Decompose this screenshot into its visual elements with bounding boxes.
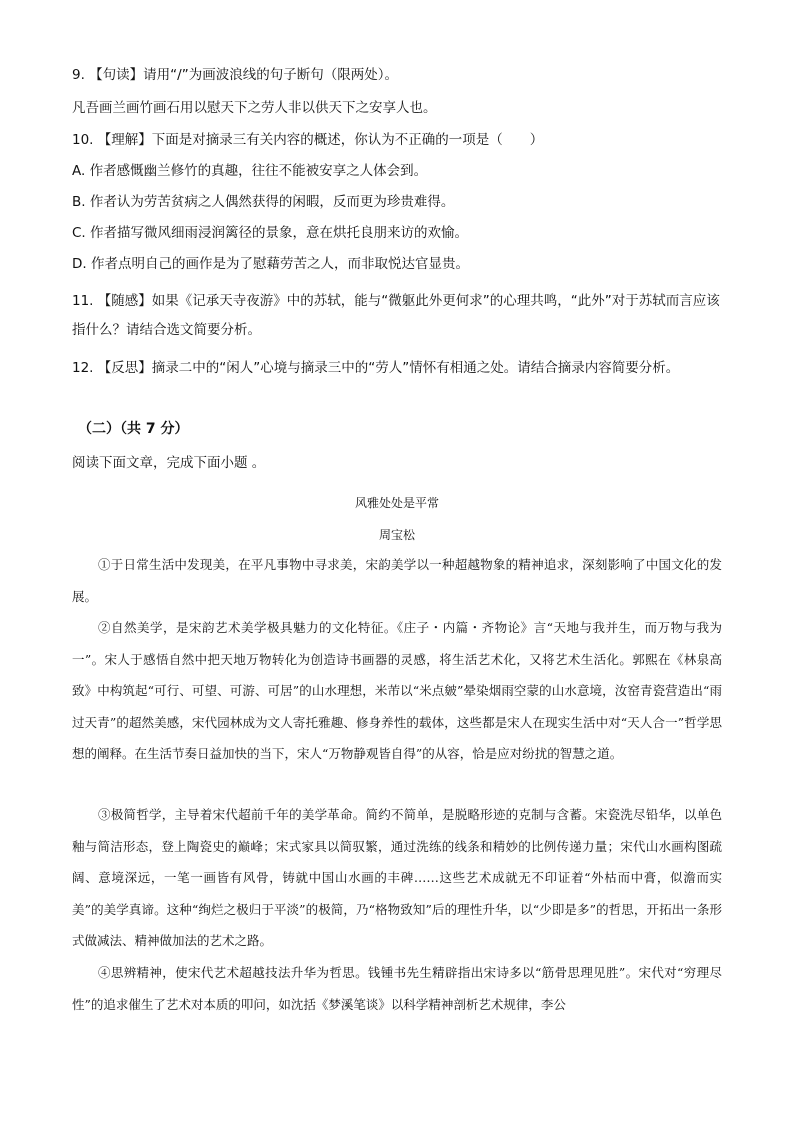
question-10-option-a: A. 作者感慨幽兰修竹的真趣，往往不能被安享之人体会到。 [72, 163, 428, 179]
article-paragraph-2: ②自然美学，是宋韵艺术美学极具魅力的文化特征。《庄子・内篇・齐物论》言“天地与我并生，而万物与我为一”。宋人于感悟自然中把天地万物转化为创造诗书画器的灵感，将生活艺术化，又将艺术生活化。郭熙在《林泉高致》中构筑起“可行、可望、可游、可居”的山水理想，米芾以“米点皴”晕染烟雨空蒙的山水意境，汝窑青瓷营造出“雨过天青”的超然美感，宋代园林成为文人寄托雅趣、修身养性的载体，这些都是宋人在现实生活中对“天人合一”哲学思想的阐释。在生活节奏日益加快的当下，宋人“万物静观皆自得”的从容，恰是应对纷扰的智慧之道。 [72, 620, 722, 761]
article-title: 风雅处处是平常 [354, 496, 439, 510]
question-11: 11. 【随感】如果《记承天寺夜游》中的苏轼，能与“微躯此外更何求”的心理共鸣，“此外”对于苏轼而言应该指什么？请结合选文简要分析。 [72, 293, 720, 338]
article-paragraph-3: ③极简哲学，主导着宋代超前千年的美学革命。简约不简单，是脱略形迹的克制与含蓄。宋瓷洗尽铅华，以单色釉与简洁形态，登上陶瓷史的巅峰；宋式家具以简驭繁，通过洗练的线条和精妙的比例传递力量；宋代山水画构图疏阔、意境深远，一笔一画皆有风骨，铸就中国山水画的丰碑……这些艺术成就无不印证着“外枯而中膏，似澹而实美”的美学真谛。这种“绚烂之极归于平淡”的极简，乃“格物致知”后的理性升华，以“少即是多”的哲思，开拓出一条形式做减法、精神做加法的艺术之路。 [72, 807, 722, 948]
question-9-sentence: 凡吾画兰画竹画石用以慰天下之劳人非以供天下之安享人也。 [72, 100, 437, 116]
section-heading: （二）（共 7 分） [78, 421, 189, 437]
question-10-option-c: C. 作者描写微风细雨浸润篱径的景象，意在烘托良朋来访的欢愉。 [72, 225, 469, 241]
question-10-prompt: 10. 【理解】下面是对摘录三有关内容的概述，你认为不正确的一项是（ ） [72, 132, 544, 148]
article-paragraph-1: ①于日常生活中发现美，在平凡事物中寻求美，宋韵美学以一种超越物象的精神追求，深刻影响了中国文化的发展。 [72, 557, 722, 604]
section-instruction: 阅读下面文章，完成下面小题 。 [72, 455, 266, 471]
article-paragraph-4: ④思辨精神，使宋代艺术超越技法升华为哲思。钱锺书先生精辟指出宋诗多以“筋骨思理见胜”。宋代对“穷理尽性”的追求催生了艺术对本质的叩问，如沈括《梦溪笔谈》以科学精神剖析艺术规律，李公 [72, 965, 722, 1012]
question-10-option-b: B. 作者认为劳苦贫病之人偶然获得的闲暇，反而更为珍贵难得。 [72, 194, 455, 210]
article-author: 周宝松 [378, 528, 415, 542]
question-10-option-d: D. 作者点明自己的画作是为了慰藉劳苦之人，而非取悦达官显贵。 [72, 256, 469, 272]
question-12: 12. 【反思】摘录二中的“闲人”心境与摘录三中的“劳人”情怀有相通之处。请结合摘录内容简要分析。 [72, 360, 680, 376]
question-9-prompt: 9. 【句读】请用“/”为画波浪线的句子断句（限两处）。 [72, 67, 398, 83]
